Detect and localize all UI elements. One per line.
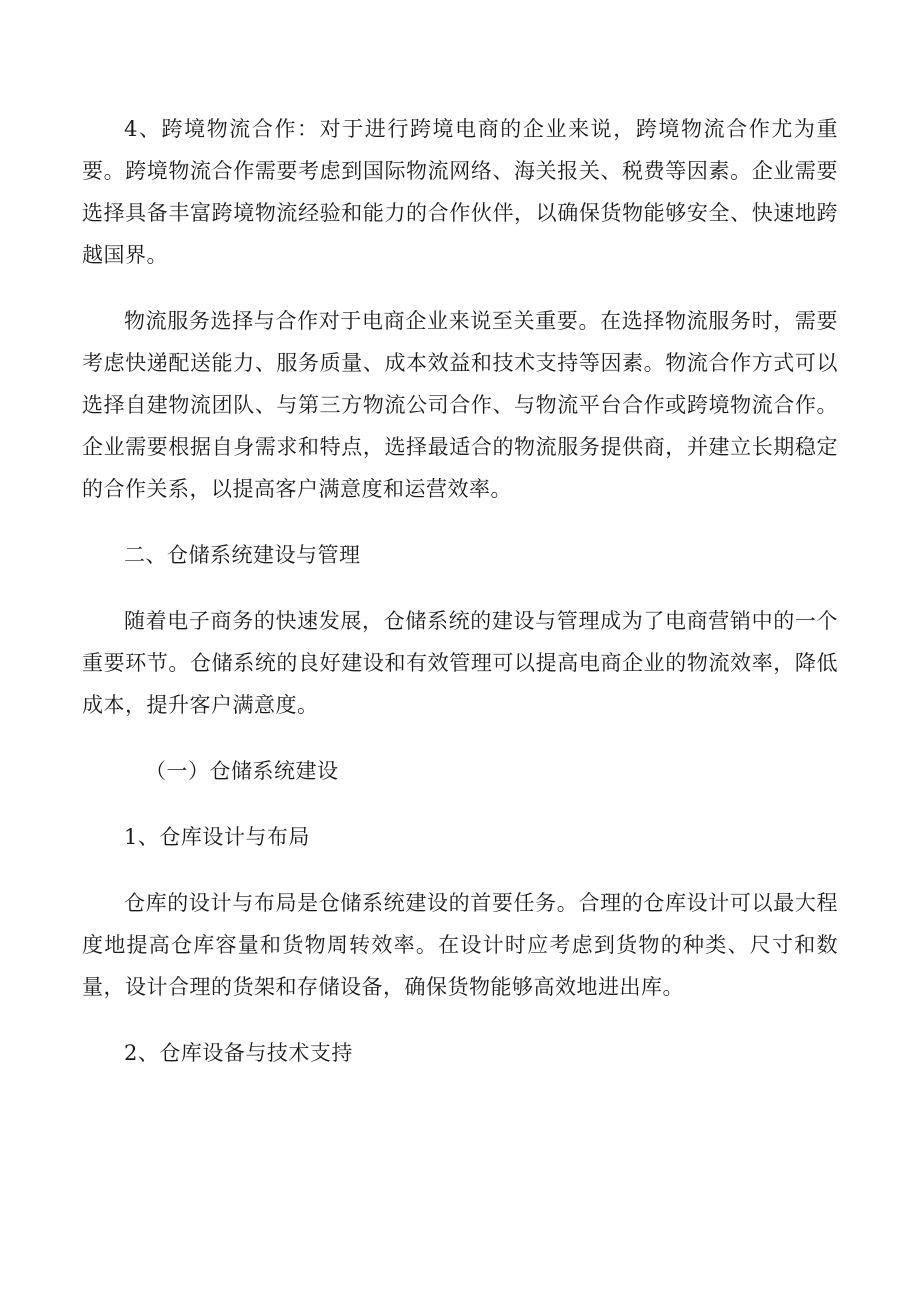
item-heading-warehouse-design: 1、仓库设计与布局: [124, 825, 310, 849]
paragraph-warehouse-design: 仓库的设计与布局是仓储系统建设的首要任务。合理的仓库设计可以最大程度地提高仓库容量和货物周转效率。在设计时应考虑到货物的种类、尺寸和数量，设计合理的货架和存储设备，确保货物能够高效地进出库。: [82, 891, 838, 999]
section-heading-warehouse-system: 二、仓储系统建设与管理: [124, 543, 361, 567]
paragraph-logistics-service-selection: 物流服务选择与合作对于电商企业来说至关重要。在选择物流服务时，需要考虑快递配送能力、服务质量、成本效益和技术支持等因素。物流合作方式可以选择自建物流团队、与第三方物流公司合作、与物流平台合作或跨境物流合作。企业需要根据自身需求和特点，选择最适合的物流服务提供商，并建立长期稳定的合作关系，以提高客户满意度和运营效率。: [82, 309, 838, 501]
subsection-heading-warehouse-construction: （一）仓储系统建设: [145, 759, 339, 783]
paragraph-cross-border-logistics: 4、跨境物流合作：对于进行跨境电商的企业来说，跨境物流合作尤为重要。跨境物流合作需要考虑到国际物流网络、海关报关、税费等因素。企业需要选择具备丰富跨境物流经验和能力的合作伙伴，以确保货物能够安全、快速地跨越国界。: [82, 117, 838, 267]
paragraph-warehouse-intro: 随着电子商务的快速发展，仓储系统的建设与管理成为了电商营销中的一个重要环节。仓储系统的良好建设和有效管理可以提高电商企业的物流效率，降低成本，提升客户满意度。: [82, 609, 838, 717]
item-heading-warehouse-equipment: 2、仓库设备与技术支持: [124, 1041, 353, 1065]
